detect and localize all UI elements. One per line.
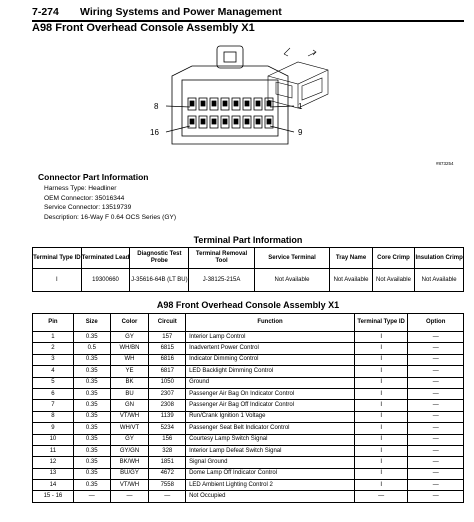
table-cell: 0.35 [73, 434, 110, 445]
connector-info [44, 184, 176, 222]
column-header: Core Crimp [372, 248, 414, 269]
table-cell: 0.35 [73, 366, 110, 377]
table-cell: Not Available [415, 269, 464, 292]
table-cell: Not Available [330, 269, 372, 292]
table-cell: BU/GY [110, 468, 149, 479]
table-cell: Passenger Air Bag On Indicator Control [186, 388, 355, 399]
cavity-terminal [190, 101, 194, 106]
table-cell: I [354, 400, 407, 411]
column-header: Tray Name [330, 248, 372, 269]
table-cell: Passenger Air Bag Off Indicator Control [186, 400, 355, 411]
cavity-terminal [212, 119, 216, 124]
table-cell: 6817 [149, 366, 186, 377]
table-cell: 6815 [149, 343, 186, 354]
column-header: Diagnostic Test Probe [130, 248, 189, 269]
table-row [33, 366, 464, 377]
table-cell: — [408, 411, 464, 422]
table-cell: Run/Crank Ignition 1 Voltage [186, 411, 355, 422]
table-cell: 0.35 [73, 457, 110, 468]
table-cell: BU [110, 388, 149, 399]
pin-label-9: 9 [298, 128, 303, 137]
table-cell: — [408, 354, 464, 365]
connector-drawing [32, 36, 464, 166]
table-cell: 0.35 [73, 332, 110, 343]
table-cell: 9 [33, 423, 74, 434]
table-cell: 2 [33, 343, 74, 354]
figure-id: #873254 [436, 161, 454, 166]
column-header: Terminal Type ID [354, 314, 407, 332]
table-row [33, 343, 464, 354]
cavity-terminal [267, 119, 271, 124]
table-cell: — [408, 491, 464, 502]
table-cell: WH/BN [110, 343, 149, 354]
table-cell: — [408, 445, 464, 456]
table-cell: 4672 [149, 468, 186, 479]
cavity-terminal [245, 119, 249, 124]
connector-line: Service Connector: 13519739 [44, 204, 132, 212]
table-cell: LED Backlight Dimming Control [186, 366, 355, 377]
table-cell: 0.35 [73, 400, 110, 411]
table-row [33, 411, 464, 422]
column-header: Function [186, 314, 355, 332]
cavity-terminal [245, 101, 249, 106]
table-row [33, 400, 464, 411]
table-cell: — [408, 332, 464, 343]
table-cell: 14 [33, 480, 74, 491]
table-cell: 0.35 [73, 411, 110, 422]
table-cell: I [354, 434, 407, 445]
table-cell: 12 [33, 457, 74, 468]
table-cell: YE [110, 366, 149, 377]
table-cell: 157 [149, 332, 186, 343]
table-cell: Signal Ground [186, 457, 355, 468]
table-cell: 2308 [149, 400, 186, 411]
table-cell: J-38125-215A [189, 269, 254, 292]
table-cell: — [408, 480, 464, 491]
table-cell: Passenger Seat Belt Indicator Control [186, 423, 355, 434]
table-cell: 7558 [149, 480, 186, 491]
section-title: Wiring Systems and Power Management [80, 6, 282, 18]
connector-line: OEM Connector: 35016344 [44, 194, 125, 202]
column-header: Circuit [149, 314, 186, 332]
table-cell: Not Available [254, 269, 330, 292]
table-cell: — [408, 457, 464, 468]
table-cell: — [110, 491, 149, 502]
table-cell: GY/GN [110, 445, 149, 456]
table-cell: 0.35 [73, 445, 110, 456]
table-cell: 6 [33, 388, 74, 399]
table-cell: Interior Lamp Control [186, 332, 355, 343]
table-row [33, 445, 464, 456]
column-header: Color [110, 314, 149, 332]
column-header: Size [73, 314, 110, 332]
table-cell: — [408, 388, 464, 399]
column-header: Insulation Crimp [415, 248, 464, 269]
table-cell: I [354, 411, 407, 422]
terminal-part-heading: Terminal Part Information [193, 235, 303, 245]
table-row [33, 480, 464, 491]
page-number: 7-274 [32, 6, 59, 18]
cavity-terminal [201, 119, 205, 124]
table-row [33, 468, 464, 479]
table-cell: 1050 [149, 377, 186, 388]
table-cell: 0.35 [73, 480, 110, 491]
connector-line: Harness Type: Headliner [44, 185, 117, 192]
table-cell: — [408, 366, 464, 377]
table-cell: 6816 [149, 354, 186, 365]
table-cell: 0.35 [73, 354, 110, 365]
table-row [33, 434, 464, 445]
table-cell: I [354, 343, 407, 354]
table-cell: 5 [33, 377, 74, 388]
cavity-terminal [234, 119, 238, 124]
page-title: A98 Front Overhead Console Assembly X1 [32, 22, 255, 34]
table-cell: I [33, 269, 82, 292]
table-cell: Dome Lamp Off Indicator Control [186, 468, 355, 479]
column-header: Service Terminal [254, 248, 330, 269]
table-cell: I [354, 423, 407, 434]
table-row [33, 388, 464, 399]
table-cell: I [354, 468, 407, 479]
table-row [33, 377, 464, 388]
table-cell: I [354, 480, 407, 491]
connector-line: Description: 16-Way F 0.64 OCS Series (GY) [44, 213, 177, 221]
table-cell: Inadvertent Power Control [186, 343, 355, 354]
table-cell: 2307 [149, 388, 186, 399]
cavity-terminal [256, 119, 260, 124]
table-cell: Ground [186, 377, 355, 388]
table-cell: 1139 [149, 411, 186, 422]
cavity-terminal [190, 119, 194, 124]
pin-table-heading: A98 Front Overhead Console Assembly X1 [156, 300, 340, 310]
connector-figure [32, 36, 464, 166]
table-cell: BK/WH [110, 457, 149, 468]
table-cell: I [354, 366, 407, 377]
table-cell: I [354, 388, 407, 399]
table-cell: 0.35 [73, 377, 110, 388]
table-cell: Not Occupied [186, 491, 355, 502]
table-row [33, 457, 464, 468]
table-cell: — [73, 491, 110, 502]
table-cell: 0.35 [73, 388, 110, 399]
cavity-terminal [201, 101, 205, 106]
table-cell: WH/VT [110, 423, 149, 434]
table-cell: — [408, 434, 464, 445]
table-cell: 15 - 16 [33, 491, 74, 502]
table-cell: — [149, 491, 186, 502]
table-cell: 8 [33, 411, 74, 422]
table-cell: — [354, 491, 407, 502]
table-cell: GY [110, 332, 149, 343]
table-cell: — [408, 468, 464, 479]
table-cell: J-35616-64B (LT BU) [130, 269, 189, 292]
table-row [33, 269, 464, 292]
table-cell: 0.35 [73, 468, 110, 479]
table-cell: 3 [33, 354, 74, 365]
column-header: Option [408, 314, 464, 332]
table-cell: I [354, 445, 407, 456]
table-cell: I [354, 457, 407, 468]
table-cell: 11 [33, 445, 74, 456]
cavity-terminal [267, 101, 271, 106]
table-cell: 0.5 [73, 343, 110, 354]
table-cell: — [408, 423, 464, 434]
table-cell: WH [110, 354, 149, 365]
table-cell: 328 [149, 445, 186, 456]
table-cell: 19300660 [81, 269, 130, 292]
table-cell: VT/WH [110, 480, 149, 491]
table-cell: 13 [33, 468, 74, 479]
column-header: Terminated Lead [81, 248, 130, 269]
pin-label-1: 1 [298, 102, 303, 111]
column-header: Pin [33, 314, 74, 332]
table-cell: 1 [33, 332, 74, 343]
table-cell: — [408, 377, 464, 388]
column-header: Terminal Removal Tool [189, 248, 254, 269]
table-cell: GN [110, 400, 149, 411]
cavity-terminal [223, 101, 227, 106]
table-row [33, 423, 464, 434]
table-cell: Interior Lamp Defeat Switch Signal [186, 445, 355, 456]
pin-label-8: 8 [154, 102, 159, 111]
cavity-terminal [212, 101, 216, 106]
table-cell: 156 [149, 434, 186, 445]
table-cell: 1851 [149, 457, 186, 468]
table-cell: — [408, 400, 464, 411]
table-cell: I [354, 377, 407, 388]
connector-face-view [166, 46, 294, 144]
table-cell: Indicator Dimming Control [186, 354, 355, 365]
cavity-terminal [234, 101, 238, 106]
table-cell: 5234 [149, 423, 186, 434]
terminal-part-table [32, 247, 464, 292]
pin-table [32, 313, 464, 503]
table-cell: 7 [33, 400, 74, 411]
table-cell: I [354, 332, 407, 343]
column-header: Terminal Type ID [33, 248, 82, 269]
table-cell: — [408, 343, 464, 354]
table-cell: Not Available [372, 269, 414, 292]
connector-heading: Connector Part Information [38, 172, 149, 182]
table-cell: GY [110, 434, 149, 445]
table-cell: I [354, 354, 407, 365]
table-row [33, 491, 464, 502]
connector-iso-view [268, 48, 328, 108]
table-cell: Courtesy Lamp Switch Signal [186, 434, 355, 445]
table-cell: LED Ambient Lighting Control 2 [186, 480, 355, 491]
table-row [33, 354, 464, 365]
table-cell: VT/WH [110, 411, 149, 422]
cavity-terminal [223, 119, 227, 124]
table-cell: BK [110, 377, 149, 388]
table-row [33, 332, 464, 343]
table-cell: 0.35 [73, 423, 110, 434]
table-cell: 10 [33, 434, 74, 445]
table-cell: 4 [33, 366, 74, 377]
page-header [32, 4, 464, 22]
cavity-terminal [256, 101, 260, 106]
pin-label-16: 16 [150, 128, 159, 137]
